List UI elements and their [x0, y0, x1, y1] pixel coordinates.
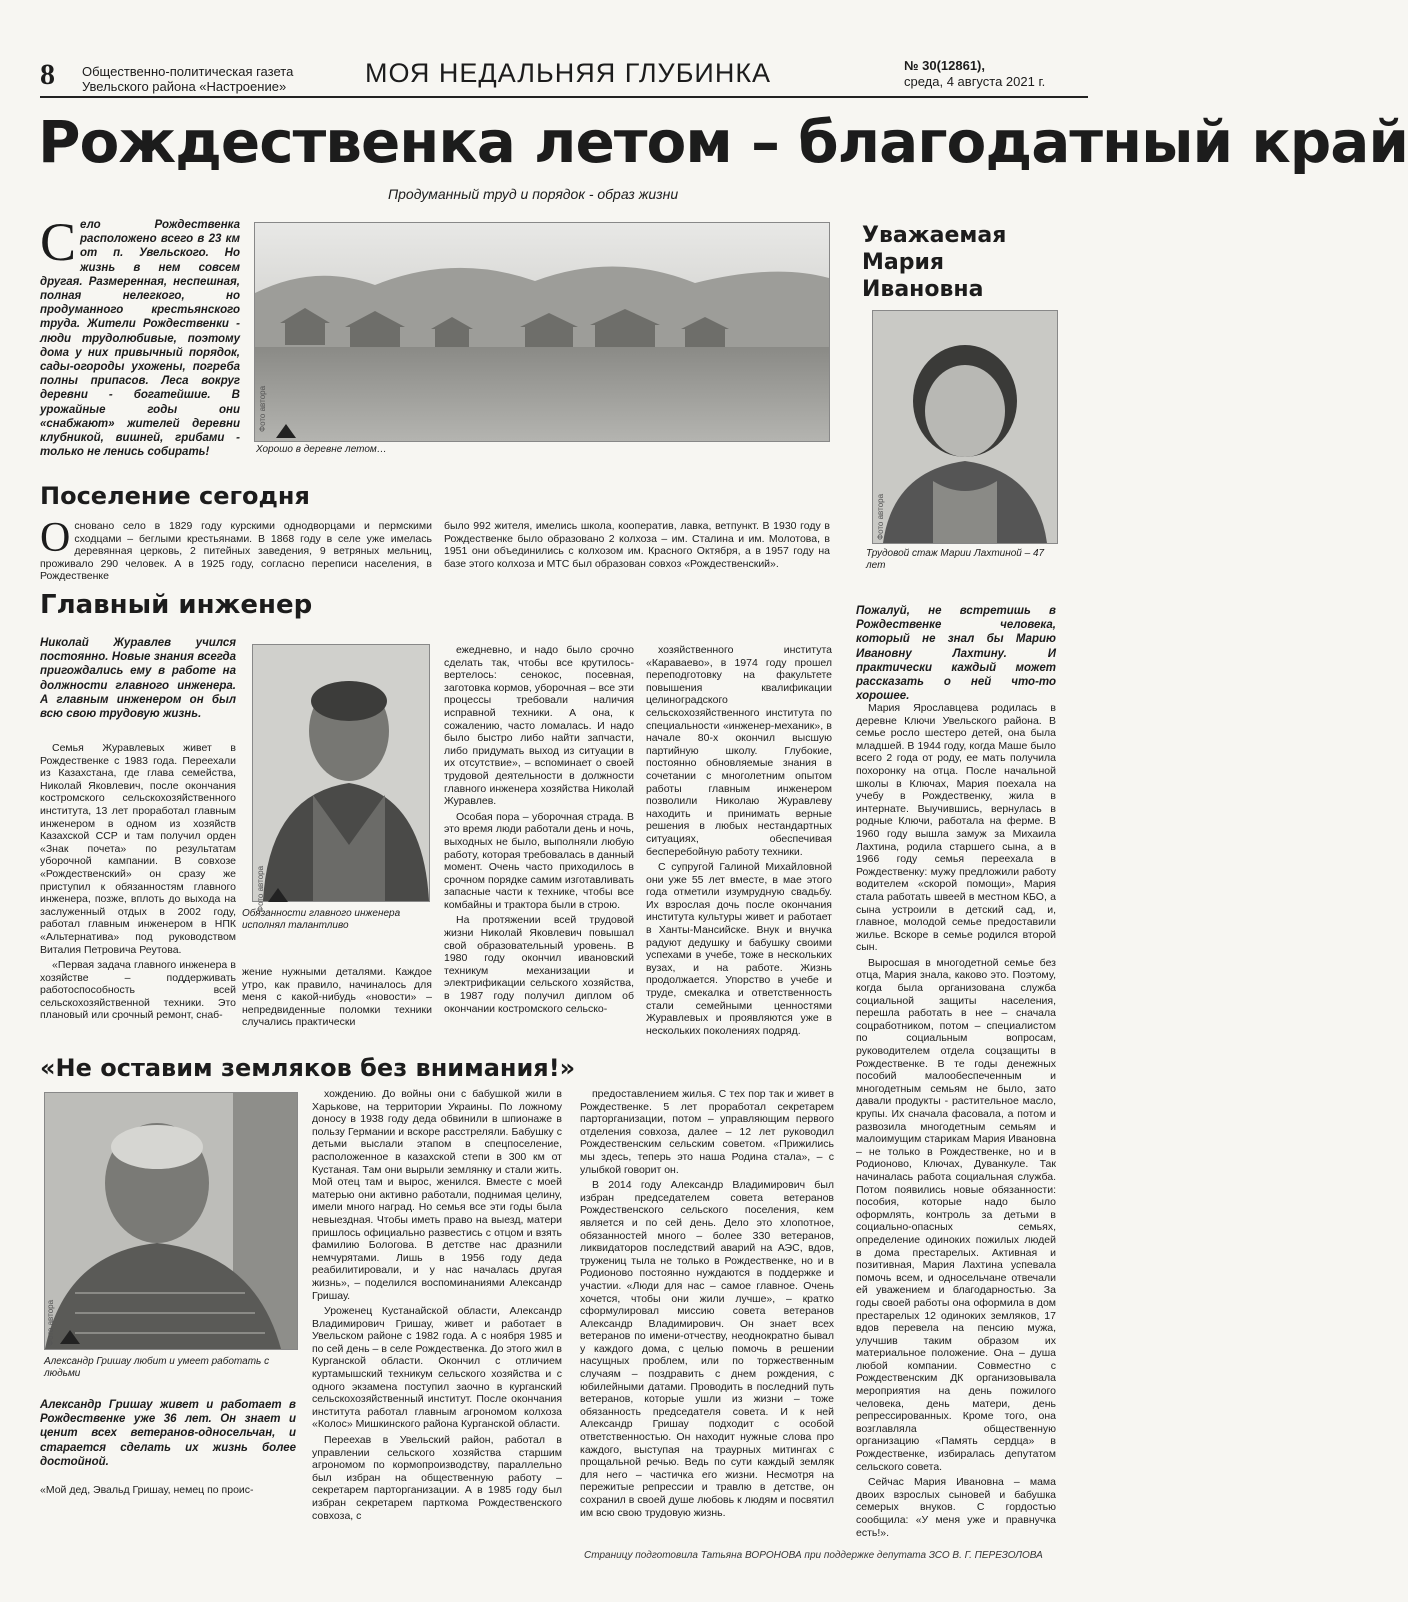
maria-p2: Выросшая в многодетной семье без отца, Мария знала, каково это. Поэтому, когда была организована служба социальной защиты населения, перешла работать в нее – сначала соцработником, потом – специалистом по социальным вопросам, руководителем отдела соцзащиты в Рождественке. В те годы денежных пособий малообеспеченным и многодетным семьям не было, зато давали продукты - растительное масло, крупы. Их сначала фасовала, а потом и развозила многодетным семьям и малоимущим старикам Мария Ивановна – не только в Рождественке, но и в Родионово, Ключах, Дуванкуле. Так начиналась работа социальная служба. Потом появились новые обязанности: пособия, которые надо было оформлять, контроль за детьми в социально-опасных семьях, определение одиноких пожилых людей в дома престарелых. Активная и позитивная, Мария Лахтина успевала помочь всем, и односельчане отвечали ей уважением и благодарностью. За годы своей работы она оформила в дом престарелых 12 одиноких земляков, 17 вдов перевела на пенсию мужа, улучшив таким образом их материальное положение. Она – душа любой компании. Совместно с Рождественским ДК организовывала мероприятия на день пожилого человека, день матери, день репрессированных. Кроме того, она возглавляла общественную организацию «Память сердца» в Рождественке, избиралась депутатом сельского совета.: [856, 956, 1056, 1473]
section-settlement-heading: Поселение сегодня: [40, 482, 310, 510]
section-engineer-heading: Главный инженер: [40, 590, 313, 620]
intro-lead: [40, 212, 240, 464]
engineer-col3-p2: Особая пора – уборочная страда. В это время люди работали день и ночь, выходных не было, выполняли любую работу, которая требовалась в данный момент. Очень часто приходилось в срочном порядке самим изготавливать запасные части к технике, чтобы все комбайны и трактора были в строю.: [444, 810, 634, 911]
engineer-col1-p1: Семья Журавлевых живет в Рождественке с 1983 года. Переехали из Казахстана, где глава семейства, Николай Яковлевич, после окончания костромского сельскохозяйственного института, 13 лет проработал главным инженером в одном из хозяйств Казахской ССР и там получил орден «Знак почета» по результатам уборочной кампании. В совхозе «Рождественский» он сразу же приступил к обязанностям главного инженера, позже, вплоть до выхода на заслуженный отдых в 2002 году, работал главным инженером в НПК «Альтернатива» под руководством Виталия Петровича Реутова.: [40, 742, 236, 956]
village-landscape-image: [255, 223, 829, 441]
caption-marker-icon: [276, 424, 296, 438]
dropcap: С: [40, 212, 77, 272]
veterans-col1: «Мой дед, Эвальд Гришау, немец по проис-: [40, 1484, 254, 1496]
settlement-col1: [40, 515, 432, 583]
engineer-col1-p2: «Первая задача главного инженера в хозяйстве – поддерживать работоспособность всей сельскохозяйственной техники. Это плановый или срочный ремонт, снаб-: [40, 959, 236, 1022]
engineer-col4-p1: хозяйственного института «Караваево», в 1974 году прошел переподготовку на факультете повышения квалификации целиноградского сельскохозяйственного института по специальности «инженер-механик», в начале 80-х окончил высшую партийную школу. Глубокие, постоянно обновляемые знания в сочетании с многолетним опытом работы главным инженером позволили Николаю Журавлеву находить и принимать верные решения в любых нестандартных ситуациях, обеспечивая бесперебойную работу техники.: [646, 644, 832, 858]
caption-marker-icon: [60, 1330, 80, 1344]
settlement-dropcap: О: [40, 515, 71, 561]
maria-lead: Пожалуй, не встретишь в Рождественке человека, который не знал бы Марию Ивановну Лахтину. И практически каждый может рассказать о ней что-то хорошее.: [856, 605, 1056, 703]
veterans-photo: [44, 1092, 298, 1350]
section-maria-heading: Уважаемая Мария Ивановна: [862, 223, 1007, 302]
publication-name: Общественно-политическая газета Увельского района «Настроение»: [82, 64, 294, 94]
engineer-col4-p2: С супругой Галиной Михайловной они уже 55 лет вместе, в мае этого года отметили изумрудную свадьбу. Их взрослая дочь после окончания института культуры живет и работает в Ханты-Мансийске. Внук и внучка радуют дедушку и бабушку своими успехами в учебе, тоже в нескольких вузах, и на работе. Жизнь продолжается. Упорство в учебе и труде, смекалка и ответственность стали семейными ценностями Журавлевых и проявляются уже в нескольких поколениях подряд.: [646, 861, 832, 1037]
headline: Рождественка летом – благодатный край: [38, 108, 1408, 176]
veterans-col3-p2: В 2014 году Александр Владимирович был избран председателем совета ветеранов Рождественского сельского поселения, кем является и по сей день. Дело это хлопотное, обязанностей много – более 330 ветеранов, ликвидаторов последствий аварий на АЭС, вдов, тружениц тыла не только в Рождественке, но и в Родионово постоянно нуждаются в поддержке и участии. «Люди для нас – самое главное. Очень хочется, чтобы они жили лучше», – кратко сформулировал миссию совета ветеранов Александр Владимирович. Он знает всех ветеранов по имени-отчеству, неоднократно бывал у каждого дома, с целью помочь в решении насущных проблем, или по торжественным случаям – поздравить с днем рождения, с юбилейными датами. Проводить в последний путь ветеранов, которые ушли из жизни – тоже обязанность председателя совета. И к ней Александр Гришау подходит с особой ответственностью. Он находит нужные слова про каждого, выступая на траурных митингах с прощальной речью. Ведь по сути каждый земляк для него – частичка его жизни. Несмотря на пережитые репрессии и травлю в детстве, он сохранил в своей душе любовь к людям и посвятил им всю свою трудовую жизнь.: [580, 1179, 834, 1519]
issue-number: № 30(12861),: [904, 58, 985, 73]
maria-body: [856, 702, 1056, 1542]
village-photo-credit: Фото автора: [258, 385, 267, 432]
maria-photo-caption: Трудовой стаж Марии Лахтиной – 47 лет: [866, 548, 1045, 571]
veterans-col2-p1: хождению. До войны они с бабушкой жили в Харькове, на территории Украины. По ложному доносу в 1938 году деда обвинили в шпионаже в пользу Германии и вскоре расстреляли. Бабушку с детьми выслали этапом в спецпоселение, расположенное в казахской степи в 300 км от Кустаная. Там они вырыли землянку и стали жить. Мой отец там и вырос, женился. Вместе с моей матерью они активно работали, поднимая целину, имели много наград. Но семья все эти годы была невыездная. Чтобы иметь право на выезд, матери пришлось официально развестись с отцом и взять фамилию Бологова. В детстве нас дразнили немчурятами. Лишь в 1956 году деда реабилитировали, и у нас началась другая жизнь», – поделился воспоминаниями Александр Гришау.: [312, 1088, 562, 1302]
settlement-col1-text: сновано село в 1829 году курскими однодворцами и пермскими сходцами – беглыми крестьянами. В 1868 году в селе уже имелась деревянная церковь, 2 питейных заведения, 9 ветряных мельниц, проживало 290 человек. А в 1925 году, согласно переписи населения, в Рождественке: [40, 520, 432, 583]
village-photo: [254, 222, 830, 442]
engineer-col3: [444, 644, 634, 1038]
veterans-lead: Александр Гришау живет и работает в Рождественке уже 36 лет. Он знает и ценит всех ветеранов-односельчан, и старается сделать их жизнь более достойной.: [40, 1399, 296, 1468]
veterans-col3: [580, 1088, 834, 1542]
veterans-col2: [312, 1088, 562, 1542]
intro-lead-text: ело Рождественка расположено всего в 23 км от п. Увельского. Но жизнь в нем совсем другая. Размеренная, неспешная, полная нелегкого, но продуманного крестьянского труда. Жители Рождественки - люди трудолюбивые, поэтому дома у них привычный порядок, сады-огороды ухожены, погреба полны припасов. Леса вокруг деревни - богатейшие. В урожайные годы они «снабжают» жителей деревни клубникой, вишней, грибами - только не ленись собирать!: [40, 219, 240, 459]
engineer-photo: [252, 644, 430, 902]
issue-date: среда, 4 августа 2021 г.: [904, 74, 1046, 89]
engineer-col2: жение нужными деталями. Каждое утро, как правило, начиналось для меня с какой-нибудь «новости» – непредвиденные поломки техники случались практически: [242, 966, 432, 1029]
maria-photo-credit: Фото автора: [876, 493, 885, 540]
settlement-col2: было 992 жителя, имелись школа, кооператив, лавка, ветпункт. В 1930 году в Рождественке было образовано 2 колхоза – им. Сталина и им. Молотова, в 1951 они объединились с колхозом им. Красного Октября, а в 1957 году на базе этого колхоза и МТС был образован совхоз «Рождественский».: [444, 520, 830, 570]
page-credits: Страницу подготовила Татьяна ВОРОНОВА при поддержке депутата ЗСО В. Г. ПЕРЕЗОЛОВА: [584, 1550, 1043, 1561]
rubric-title: МОЯ НЕДАЛЬНЯЯ ГЛУБИНКА: [365, 58, 772, 88]
maria-p1: Мария Ярославцева родилась в деревне Ключи Увельского района. В семье росло шестеро детей, она была младшей. В 1944 году, когда Маше было всего 2 года от роду, ее мать получила похоронку на отца. После начальной школы в Ключах, Мария поехала на учебу в Рождественку, жила в интернате. Выучившись, вернулась в родные Ключи, работала на ферме. В 1960 году вышла замуж за Михаила Лахтина, родила старшего сына, а в 1966 году семья переехала в Рождественку: мужу предложили работу водителем «скорой помощи», Мария стала работать швеей в местном КБО, а сына устроили в детский сад, и, главное, молодой семье предоставили жилье. Вскоре в семье родился второй сын.: [856, 702, 1056, 954]
maria-photo: [872, 310, 1058, 544]
veterans-col3-p1: предоставлением жилья. С тех пор так и живет в Рождественке. 5 лет проработал секретарем парторганизации, потом – управляющим первого отделения совхоза, далее – 12 лет руководил Рождественским сельским советом. «Прижились мы здесь, теперь это наша Родина стала», – с улыбкой говорит он.: [580, 1088, 834, 1176]
engineer-photo-caption: Обязанности главного инженера исполнял талантливо: [242, 908, 401, 931]
engineer-lead: Николай Журавлев учился постоянно. Новые знания всегда пригождались ему в работе на должности главного инженера. А главным инженером он был всю свою трудовую жизнь.: [40, 637, 236, 721]
veterans-col2-p3: Переехав в Увельский район, работал в управлении сельского хозяйства старшим агрономом по кормопроизводству, параллельно был избран на общественную работу – секретарем парторганизации. А в 1985 году был избран секретарем парткома Рождественского совхоза, с: [312, 1434, 562, 1522]
veterans-col2-p2: Уроженец Кустанайской области, Александр Владимирович Гришау, живет и работает в Увельском районе с 1982 года. А с ноября 1985 и по сей день – в селе Рождественка. До этого жил в Курганской области. Окончил с отличием куртамышский техникум сельского хозяйства и с одного экзамена поступил заочно в курганский сельскохозяйственный институт. После окончания института работал главным агрономом колхоза «Колос» Мишкинского района Курганской области.: [312, 1305, 562, 1431]
engineer-col1: [40, 742, 236, 1038]
caption-marker-icon: [268, 888, 288, 902]
engineer-col3-p1: ежедневно, и надо было срочно сделать так, чтобы все крутилось-вертелось: сенокос, посевная, заготовка кормов, уборочная – все эти процессы требовали наличия исправной техники. А она, к сожалению, часто ломалась. И надо было быстро либо найти запчасти, либо придумать выход из ситуации в их отсутствие», – вспоминает о своей трудовой деятельности в должности главного инженера хозяйства Николай Журавлев.: [444, 644, 634, 808]
masthead-divider: [40, 96, 1088, 98]
engineer-col3-p3: На протяжении всей трудовой жизни Николай Яковлевич повышал свой образовательный уровень. В 1980 году окончил ивановский техникум механизации и электрификации сельского хозяйства, в 1987 году получил диплом об окончании костромского сельско-: [444, 914, 634, 1015]
veterans-photo-caption: Александр Гришау любит и умеет работать с людьми: [44, 1356, 270, 1379]
section-veterans-heading: «Не оставим земляков без внимания!»: [40, 1054, 576, 1082]
maria-portrait-image: [873, 311, 1057, 543]
grishau-portrait-image: [45, 1093, 297, 1349]
veterans-photo-credit: Фото автора: [46, 1299, 55, 1346]
engineer-portrait-image: [253, 645, 429, 901]
maria-p3: Сейчас Мария Ивановна – мама двоих взрослых сыновей и бабушка семерых внуков. С гордостью сообщила: «У меня уже и правнучка есть!».: [856, 1476, 1056, 1539]
page-number: 8: [40, 58, 55, 91]
engineer-photo-credit: Фото автора: [256, 865, 265, 912]
village-photo-caption: Хорошо в деревне летом…: [256, 444, 387, 455]
subheadline: Продуманный труд и порядок - образ жизни: [388, 186, 679, 202]
engineer-col4: [646, 644, 832, 1038]
